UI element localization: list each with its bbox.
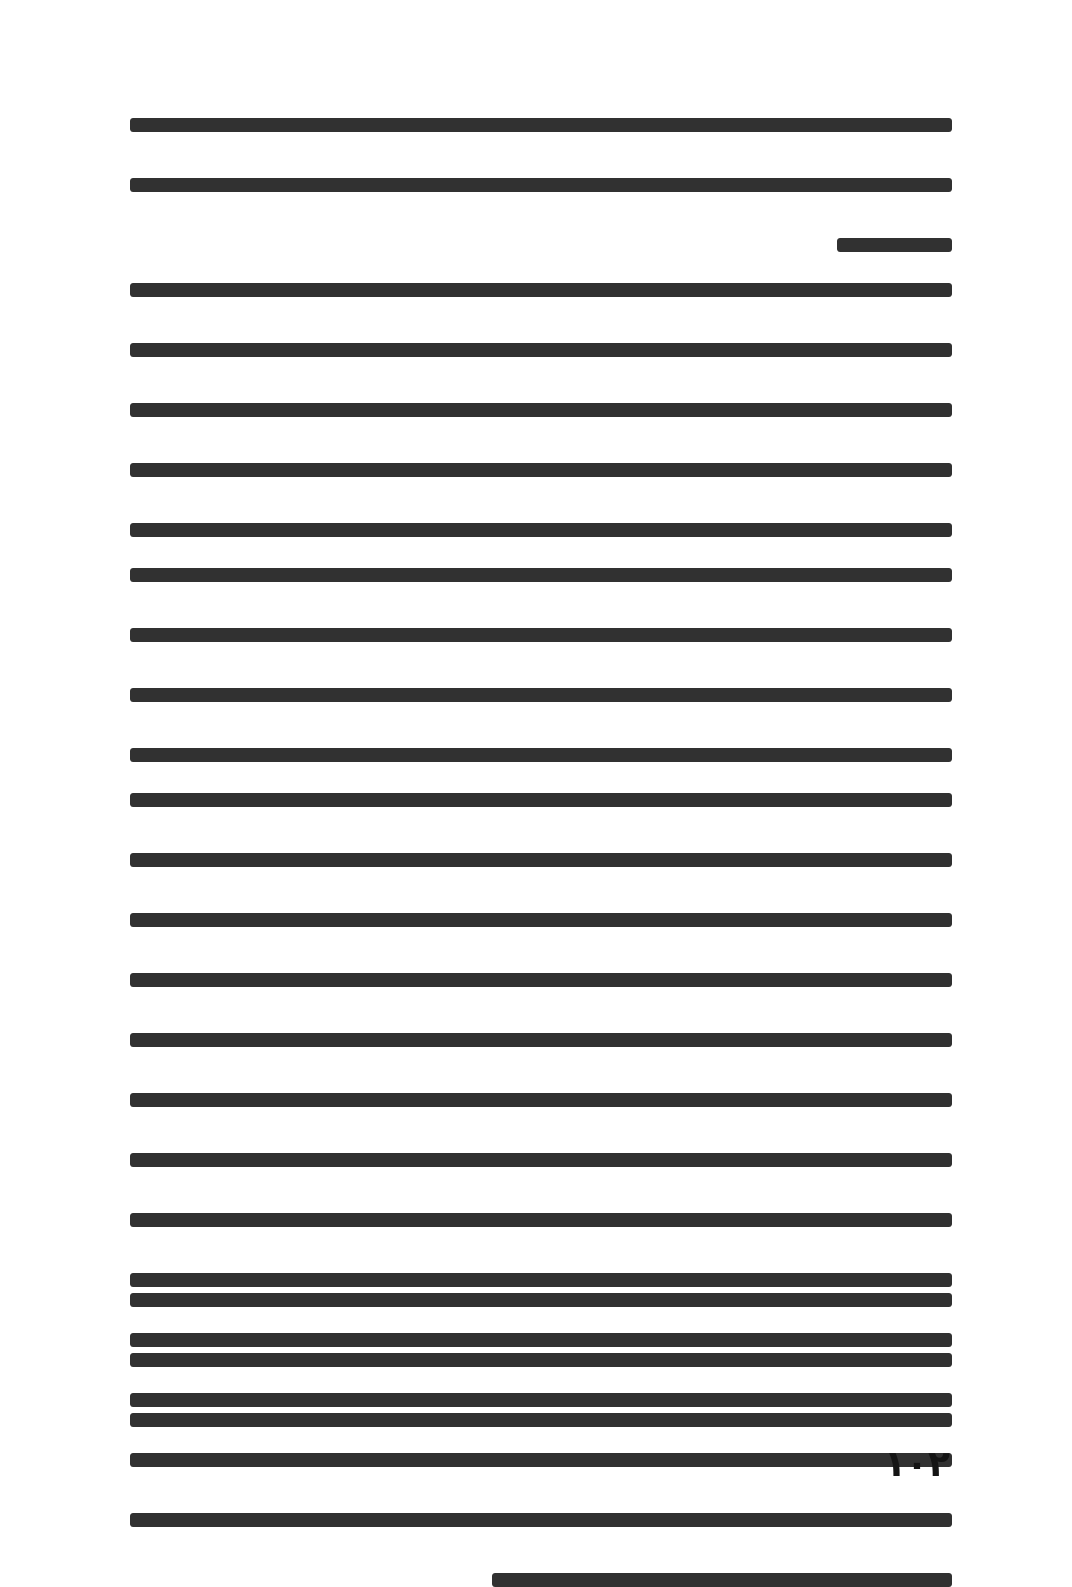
text-line-placeholder [130,1393,952,1407]
text-line-placeholder [130,283,952,297]
text-line-placeholder [130,1413,952,1427]
page-number: ١٠٢ [884,1444,950,1485]
text-line-placeholder [130,688,952,702]
text-line-placeholder [130,178,952,192]
text-line-placeholder [130,463,952,477]
text-line-placeholder [130,913,952,927]
text-line-placeholder [130,973,952,987]
text-line-placeholder [130,568,952,582]
text-line-placeholder [130,1153,952,1167]
text-line-placeholder [130,793,952,807]
text-line-placeholder [130,1033,952,1047]
text-line-placeholder [130,1273,952,1287]
text-line-placeholder [130,523,952,537]
text-line-placeholder [130,748,952,762]
text-line-placeholder [130,1093,952,1107]
text-line-placeholder [130,1453,952,1467]
text-line-placeholder [130,118,952,132]
text-line-placeholder [130,1293,952,1307]
text-line-placeholder [130,403,952,417]
text-line-placeholder [130,343,952,357]
text-line-placeholder [130,1213,952,1227]
text-line-placeholder [130,853,952,867]
text-line-placeholder [837,238,952,252]
text-line-placeholder [492,1573,952,1587]
text-line-placeholder [130,1353,952,1367]
text-line-placeholder [130,628,952,642]
text-line-placeholder [130,1513,952,1527]
text-line-placeholder [130,1333,952,1347]
